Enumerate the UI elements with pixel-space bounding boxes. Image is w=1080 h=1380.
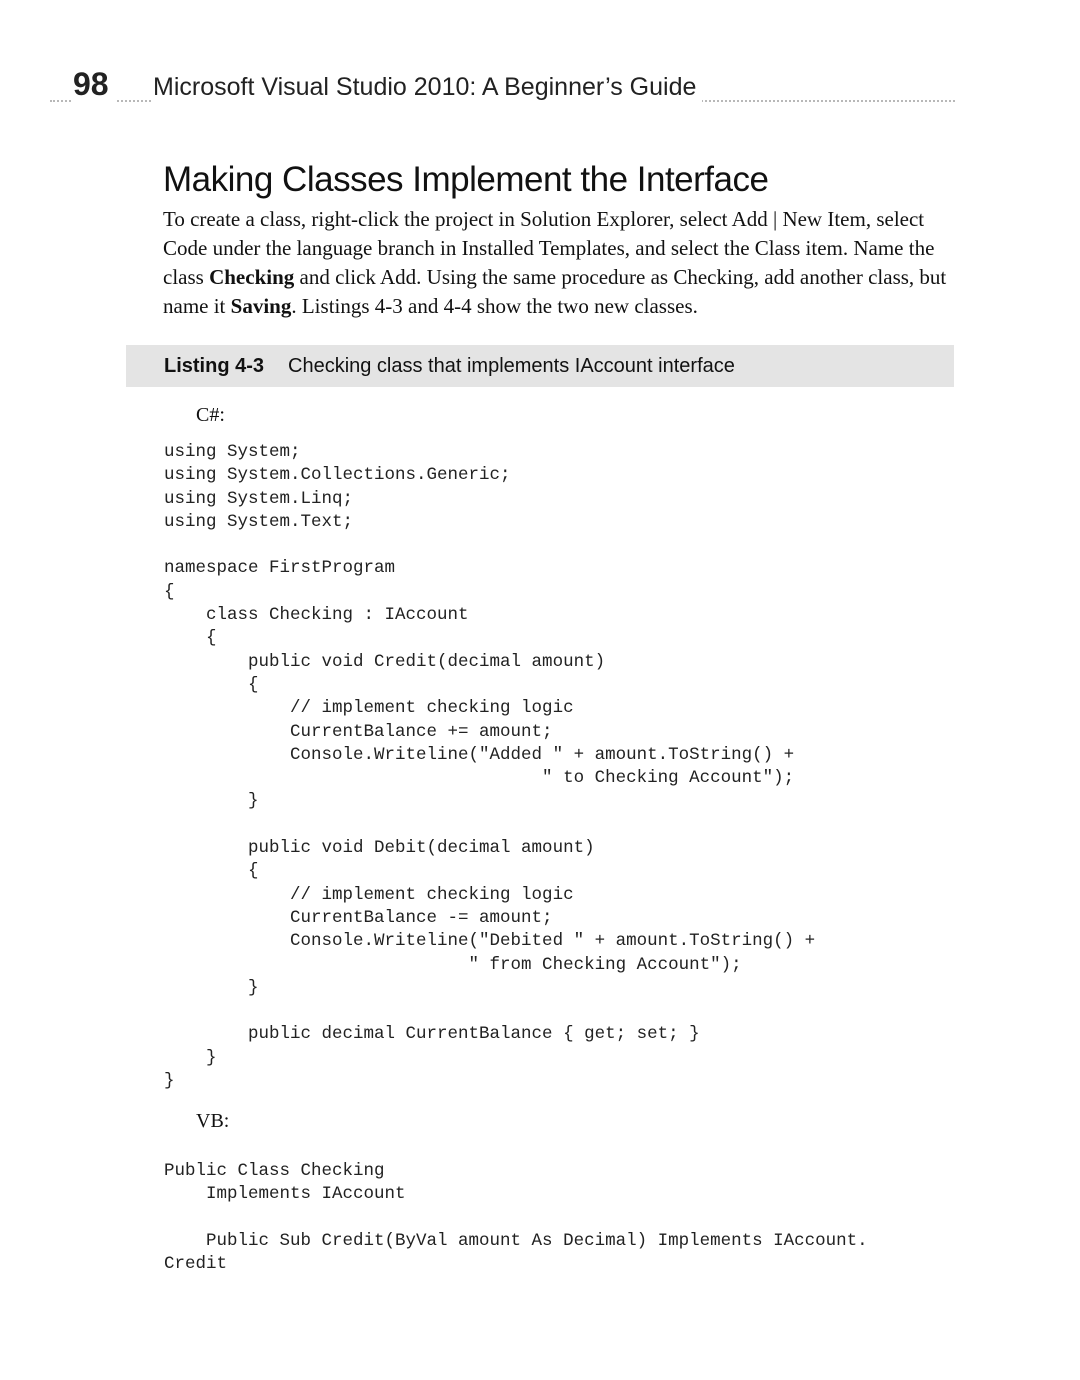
csharp-code-block: using System; using System.Collections.Generic; using System.Linq; using System.Text; namespace FirstProgram { class Checking : IAccount { public void Credit(decimal amount) { // implement checking logic CurrentBalance += amount; Console.Writeline("Added " + amount.ToString() + " to Checking Account"); } public void Debit(decimal amount) { // implement checking logic CurrentBalance -= amount; Console.Writeline("Debited " + amount.ToString() + " from Checking Account"); } public decimal CurrentBalance { get; set; } } } [164,442,816,1092]
csharp-label: C#: [196,404,225,426]
running-title: Microsoft Visual Studio 2010: A Beginner’s Guide [153,73,702,102]
listing-caption-bar [126,345,954,387]
body-paragraph [163,205,963,321]
paragraph-text: To create a class, right-click the project in Solution Explorer, select Add | New Item, select Code under the language branch in Installed Templates, and select the Class item. Name the class [163,207,935,289]
page-number: 98 [73,66,115,103]
vb-label: VB: [196,1110,230,1132]
paragraph-text: and click Add. Using the same procedure as Checking, add another class, but name it [163,265,947,318]
listing-caption: Checking class that implements IAccount interface [288,355,735,377]
bold-term-checking: Checking [209,265,295,289]
vb-code-block: Public Class Checking Implements IAccount Public Sub Credit(ByVal amount As Decimal) Implements IAccount. Credit [164,1161,868,1275]
bold-term-saving: Saving [230,294,292,318]
paragraph-text: . Listings 4-3 and 4-4 show the two new classes. [291,294,698,318]
listing-label: Listing 4-3 [164,355,265,377]
section-heading: Making Classes Implement the Interface [163,160,769,199]
